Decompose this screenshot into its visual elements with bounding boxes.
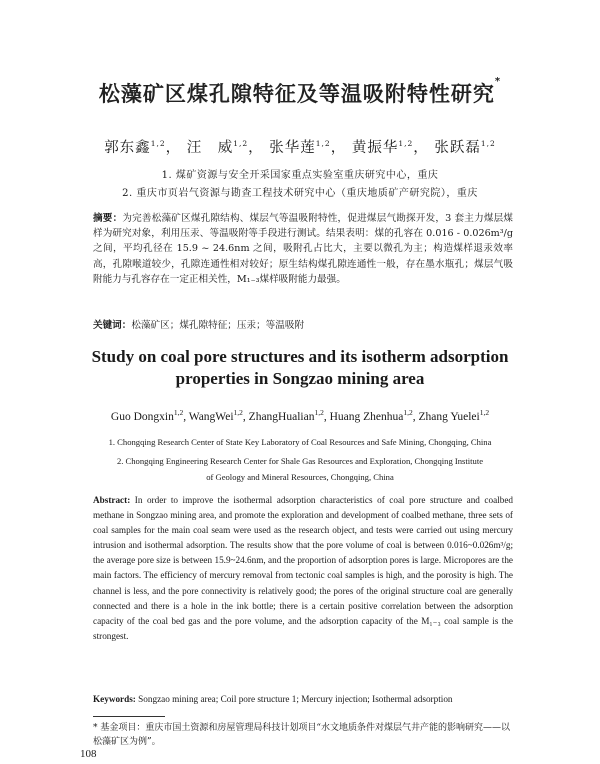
chinese-keywords-label: 关键词：: [93, 320, 132, 331]
chinese-affiliation-1: 1. 煤矿资源与安全开采国家重点实验室重庆研究中心，重庆: [161, 170, 439, 181]
english-abstract-label: Abstract:: [93, 495, 131, 505]
cn-author: 郭东鑫$^{1,2}$: [104, 139, 166, 156]
title-footnote-mark: *: [494, 76, 502, 87]
english-title-line-1: Study on coal pore structures and its isotherm adsorption: [91, 347, 509, 366]
cn-author: 汪 威$^{1,2}$: [186, 139, 249, 156]
english-affiliation-1: 1. Chongqing Research Center of State Key Laboratory of Coal Resources and Safe Mining, Chongqing, China: [108, 437, 492, 447]
chinese-title: [0, 78, 600, 108]
chinese-keywords-text: 松藻矿区；煤孔隙特征；压汞；等温吸附: [131, 320, 305, 331]
page-number: 108: [80, 748, 97, 760]
en-author: Huang Zhenhua$^{1,2}$: [329, 408, 413, 423]
chinese-abstract-label: 摘要：: [93, 213, 123, 224]
english-keywords: [93, 694, 513, 704]
english-affiliation-2-cont: of Geology and Mineral Resources, Chongqing, China: [206, 472, 394, 482]
english-keywords-text: Songzao mining area; Coil pore structure 1; Mercury injection; Isothermal adsorption: [138, 694, 453, 704]
chinese-abstract: [93, 211, 513, 287]
cn-author: 张华莲$^{1,2}$: [269, 139, 331, 156]
en-author: WangWei$^{1,2}$: [188, 408, 243, 423]
english-affiliation-2: 2. Chongqing Engineering Research Center for Shale Gas Resources and Exploration, Chongqing Institute: [116, 456, 484, 466]
en-author: Guo Dongxin$^{1,2}$: [110, 408, 184, 423]
en-author: Zhang Yuelei$^{1,2}$: [418, 408, 490, 423]
chinese-affiliation-2: 2. 重庆市页岩气资源与勘查工程技术研究中心（重庆地质矿产研究院），重庆: [122, 188, 478, 199]
funding-footnote: * 基金项目：重庆市国土资源和房屋管理局科技计划项目“水文地质条件对煤层气井产能的影响研究——以松藻矿区为例”。: [93, 723, 510, 747]
chinese-author-list: 郭东鑫$^{1,2}$， 汪 威$^{1,2}$， 张华莲$^{1,2}$， 黄振华$^{1,2}$， 张跃磊$^{1,2}$: [104, 139, 496, 156]
chinese-title-text: 松藻矿区煤孔隙特征及等温吸附特性研究: [98, 82, 495, 106]
en-author: ZhangHualian$^{1,2}$: [248, 408, 324, 423]
chinese-abstract-text: 为完善松藻矿区煤孔隙结构、煤层气等温吸附特性，促进煤层气勘探开发，3 套主力煤层煤样为研究对象，利用压汞、等温吸附等手段进行测试。结果表明：煤的孔容在 0.016 - 0.026m³/g 之间，平均孔径在 15.9 ~ 24.6nm 之间，吸附孔占比大，主要以微孔为主；构造煤样退汞效率高，孔隙喉道较少，孔隙连通性相对较好；原生结构煤孔隙连通性一般，存在墨水瓶孔；煤层气吸附能力与孔容存在一定正相关性，M₁₋₃煤样吸附能力最强。: [93, 213, 514, 285]
english-keywords-label: Keywords:: [93, 694, 136, 704]
english-title-line-2: properties in Songzao mining area: [175, 369, 425, 388]
english-abstract-text: In order to improve the isothermal adsorption characteristics of coal pore structure and coalbed methane in Songzao mining area, and promote the exploration and development of coalbed methane, three sets of coal samples for the main coal seam were used as the research object, and tests were carried out using mercury intrusion and isothermal adsorption. The results show that the pore volume of coal is between 0.016~0.026m³/g; the average pore size is between 15.9~24.6nm, and the proportion of adsorption pores is large. Micropores are the main factors. The efficiency of mercury removal from tectonic coal samples is high, and the porosity is high. The channel is less, and the pore connectivity is relatively good; the pores of the original structure coal are generally connected and there is a hole in the ink bottle; there is a certain positive correlation between the adsorption capacity of the coal bed gas and the pore volume, and the adsorption capacity of the M₁₋₃ coal sample is the strongest.: [93, 495, 513, 641]
english-title: [0, 346, 600, 390]
english-abstract: [93, 493, 513, 644]
footnote-divider: [93, 716, 165, 717]
english-author-list: Guo Dongxin$^{1,2}$, WangWei$^{1,2}$, ZhangHualian$^{1,2}$, Huang Zhenhua$^{1,2}$, Zhang Yuelei$^{1,2}$: [110, 408, 490, 423]
chinese-keywords: [93, 318, 513, 333]
cn-author: 张跃磊$^{1,2}$: [434, 139, 496, 156]
cn-author: 黄振华$^{1,2}$: [351, 139, 414, 156]
